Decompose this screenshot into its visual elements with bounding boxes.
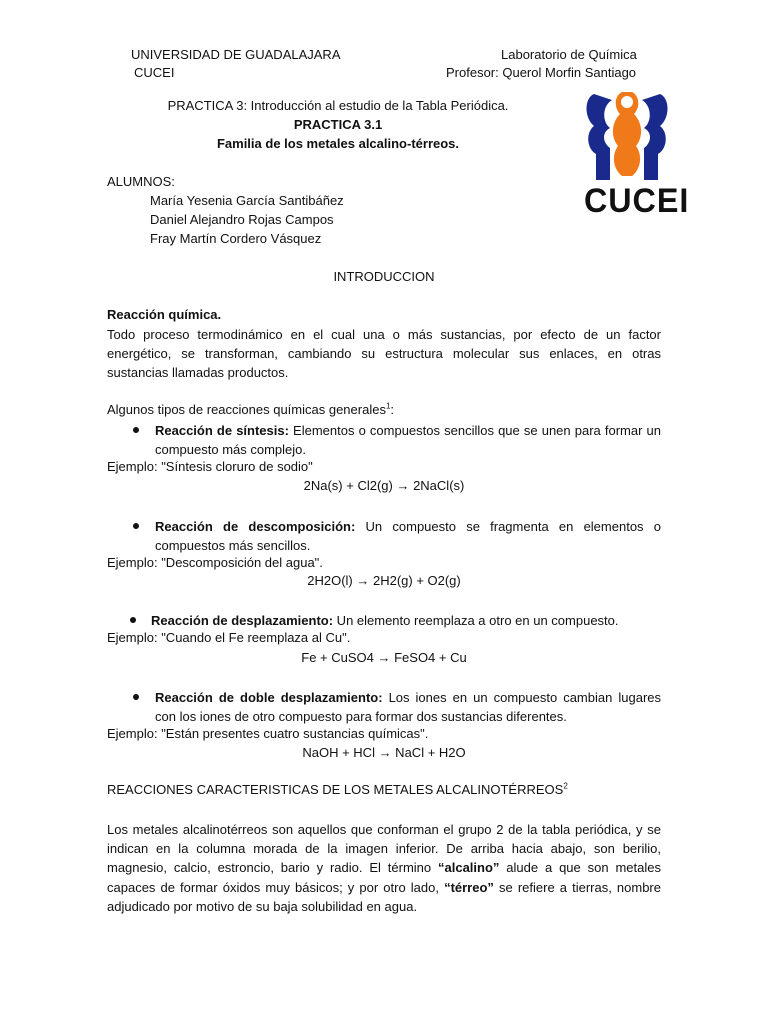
characteristics-text-3: se refiere a tierras, nombre adjudicado por motivo de su baja solubilidad en agua. <box>107 879 661 914</box>
types-intro <box>107 402 394 417</box>
reaction-name: Reacción de síntesis: <box>155 423 289 438</box>
practica-rest: : Introducción al estudio de la Tabla Periódica. <box>243 98 509 113</box>
reaction-name: Reacción de descomposición: <box>155 519 356 534</box>
reaction-desc: Un compuesto se fragmenta en elementos o compuestos más sencillos. <box>155 519 661 553</box>
reaction-item <box>155 421 661 459</box>
reaction-equation: NaOH + HCl → NaCl + H2O <box>302 745 466 760</box>
bullet-icon <box>130 617 136 623</box>
characteristics-text-2: alude a que son metales capaces de formar óxidos muy básicos; y por otro lado, <box>107 860 661 895</box>
bullet-icon <box>133 427 139 433</box>
cucei-logo <box>582 88 690 228</box>
footnote-1: 1 <box>385 401 391 411</box>
term-terreo: “térreo” <box>444 879 494 895</box>
student-name: María Yesenia García Santibáñez <box>150 193 344 208</box>
reaction-desc: Un elemento reemplaza a otro en un compuesto. <box>333 613 619 628</box>
reaction-example: Ejemplo: "Cuando el Fe reemplaza al Cu". <box>107 630 351 645</box>
characteristics-paragraph <box>107 820 661 916</box>
professor-name: Profesor: Querol Morfin Santiago <box>446 65 637 80</box>
reaction-item <box>155 517 661 555</box>
reaction-desc: Los iones en un compuesto cambian lugares con los iones de otro compuesto para formar dos sustancias diferentes. <box>155 690 661 724</box>
campus-name: CUCEI <box>134 65 175 80</box>
logo-text: CUCEI <box>584 182 690 220</box>
reaction-heading: Reacción química. <box>107 307 222 322</box>
reaction-definition: Todo proceso termodinámico en el cual una o más sustancias, por efecto de un factor energético, se transforman, cambiando su estructura molecular sus enlaces, en otras sustancias llamadas productos. <box>107 327 661 381</box>
characteristics-heading <box>107 782 568 797</box>
footnote-2: 2 <box>563 781 568 791</box>
lab-name: Laboratorio de Química <box>501 47 637 62</box>
student-name: Fray Martín Cordero Vásquez <box>150 231 322 246</box>
characteristics-heading-text: REACCIONES CARACTERISTICAS DE LOS METALES ALCALINOTÉRREOS <box>107 782 564 797</box>
reaction-equation: 2H2O(l) → 2H2(g) + O2(g) <box>307 573 461 588</box>
practica-sub: PRACTICA 3.1 <box>293 117 383 132</box>
reaction-example: Ejemplo: "Síntesis cloruro de sodio" <box>107 459 313 474</box>
university-name: UNIVERSIDAD DE GUADALAJARA <box>131 47 341 62</box>
reaction-name: Reacción de doble desplazamiento: <box>155 690 383 705</box>
term-alcalino: “alcalino” <box>438 860 500 876</box>
practica-label: PRACTICA 3 <box>167 98 244 113</box>
types-colon: : <box>390 402 395 417</box>
bullet-icon <box>133 694 139 700</box>
student-name: Daniel Alejandro Rojas Campos <box>150 212 334 227</box>
bullet-icon <box>133 523 139 529</box>
reaction-desc: Elementos o compuestos sencillos que se unen para formar un compuesto más complejo. <box>155 423 661 457</box>
family-title: Familia de los metales alcalino-térreos. <box>216 136 460 151</box>
reaction-equation: 2Na(s) + Cl2(g) → 2NaCl(s) <box>303 478 465 493</box>
reaction-example: Ejemplo: "Descomposición del agua". <box>107 555 323 570</box>
intro-heading: INTRODUCCION <box>333 269 435 284</box>
characteristics-text-1: Los metales alcalinotérreos son aquellos que conforman el grupo 2 de la tabla periódica, y se indican en la columna morada de la imagen inferior. De arriba hacia abajo, son berilio, magnesio, calcio, estroncio, bario y radio. El término <box>107 822 661 876</box>
students-label: ALUMNOS: <box>107 174 175 189</box>
reaction-name: Reacción de desplazamiento: <box>151 613 334 628</box>
reaction-example: Ejemplo: "Están presentes cuatro sustancias químicas". <box>107 726 429 741</box>
types-intro-text: Algunos tipos de reacciones químicas generales <box>107 402 386 417</box>
reaction-item <box>151 611 657 630</box>
reaction-item <box>155 688 661 726</box>
reaction-equation: Fe + CuSO4 → FeSO4 + Cu <box>301 650 467 665</box>
